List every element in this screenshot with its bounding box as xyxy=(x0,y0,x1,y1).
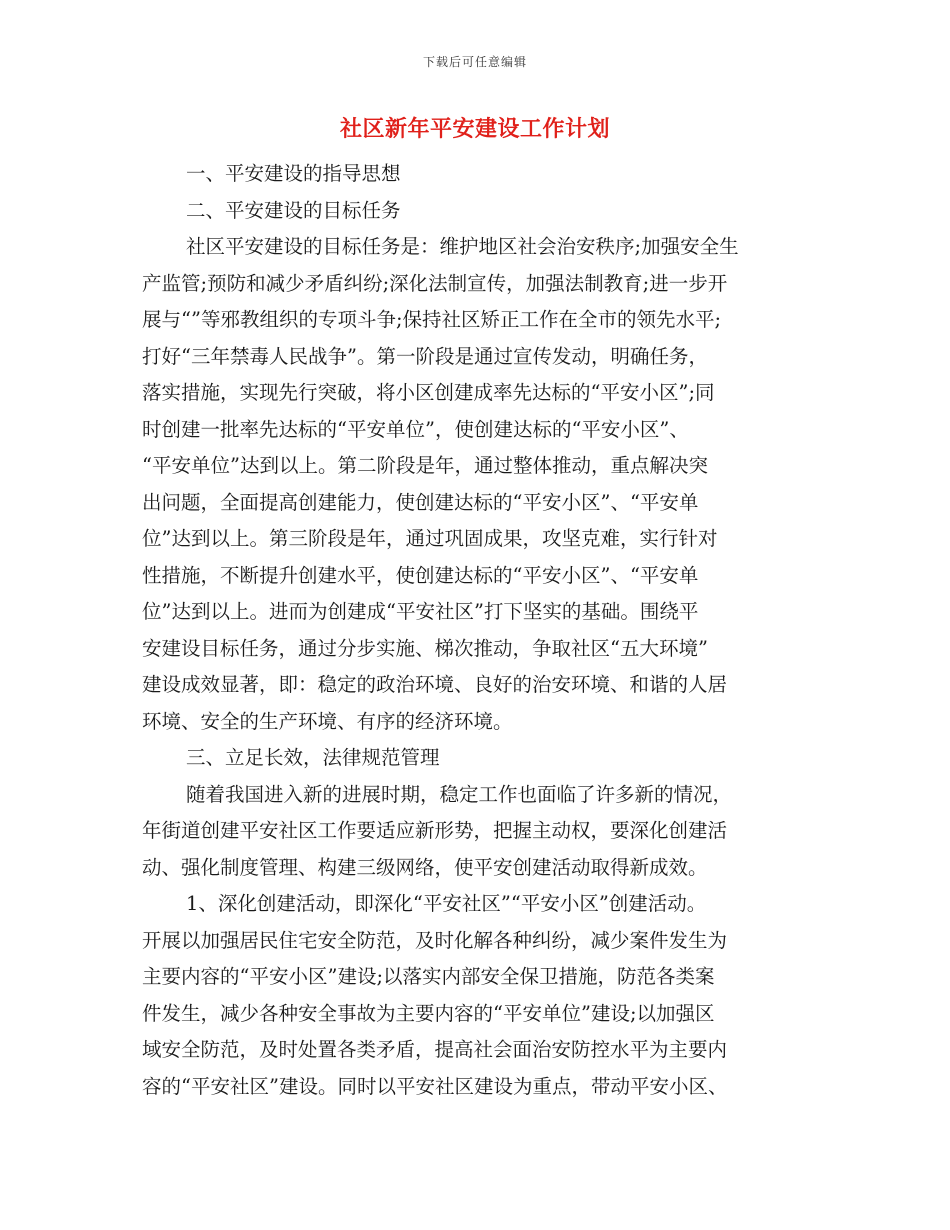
body-line: 出问题，全面提高创建能力，使创建达标的“平安小区”、“平安单 xyxy=(142,490,699,514)
body-line: 位”达到以上。进而为创建成“平安社区”打下坚实的基础。围绕平 xyxy=(142,600,699,623)
body-line: 随着我国进入新的进展时期，稳定工作也面临了许多新的情况， xyxy=(186,782,733,806)
body-line: 环境、安全的生产环境、有序的经济环境。 xyxy=(142,709,513,733)
body-line: 落实措施，实现先行突破，将小区创建成率先达标的“平安小区”;同 xyxy=(142,381,715,404)
body-line: 容的“平安社区”建设。同时以平安社区建设为重点，带动平安小区、 xyxy=(142,1074,728,1098)
header-note: 下载后可任意编辑 xyxy=(422,55,527,69)
body-line: 1、深化创建活动，即深化“平安社区”“平安小区”创建活动。 xyxy=(186,892,707,915)
body-line: 开展以加强居民住宅安全防范，及时化解各种纠纷，减少案件发生为 xyxy=(142,928,728,952)
body-line: 性措施，不断提升创建水平，使创建达标的“平安小区”、“平安单 xyxy=(142,563,699,587)
body-line: 展与“”等邪教组织的专项斗争;保持社区矫正工作在全市的领先水平; xyxy=(142,308,722,331)
body-line: 安建设目标任务，通过分步实施、梯次推动，争取社区“五大环境” xyxy=(142,636,708,660)
body-line: “平安单位”达到以上。第二阶段是年，通过整体推动，重点解决突 xyxy=(142,454,708,477)
body-line: 一、平安建设的指导思想 xyxy=(186,162,401,185)
body-line: 年街道创建平安社区工作要适应新形势，把握主动权，要深化创建活 xyxy=(142,819,728,842)
body-line: 三、立足长效，法律规范管理 xyxy=(186,746,440,769)
body-line: 时创建一批率先达标的“平安单位”，使创建达标的“平安小区”、 xyxy=(142,417,689,441)
body-line: 产监管;预防和减少矛盾纠纷;深化法制宣传，加强法制教育;进一步开 xyxy=(142,271,728,295)
body-line: 社区平安建设的目标任务是：维护地区社会治安秩序;加强安全生 xyxy=(186,235,739,258)
body-line: 动、强化制度管理、构建三级网络，使平安创建活动取得新成效。 xyxy=(142,855,708,879)
body-line: 域安全防范，及时处置各类矛盾，提高社会面治安防控水平为主要内 xyxy=(142,1038,728,1061)
body-line: 建设成效显著，即：稳定的政治环境、良好的治安环境、和谐的人居 xyxy=(142,673,728,696)
body-line: 位”达到以上。第三阶段是年，通过巩固成果，攻坚克难，实行针对 xyxy=(142,527,718,550)
body-line: 二、平安建设的目标任务 xyxy=(186,198,401,222)
body-line: 件发生，减少各种安全事故为主要内容的“平安单位”建设;以加强区 xyxy=(142,1001,715,1025)
document-title: 社区新年平安建设工作计划 xyxy=(339,116,610,142)
body-line: 打好“三年禁毒人民战争”。第一阶段是通过宣传发动，明确任务， xyxy=(142,344,708,368)
body-line: 主要内容的“平安小区”建设;以落实内部安全保卫措施，防范各类案 xyxy=(142,965,715,988)
document-body xyxy=(142,156,808,1105)
